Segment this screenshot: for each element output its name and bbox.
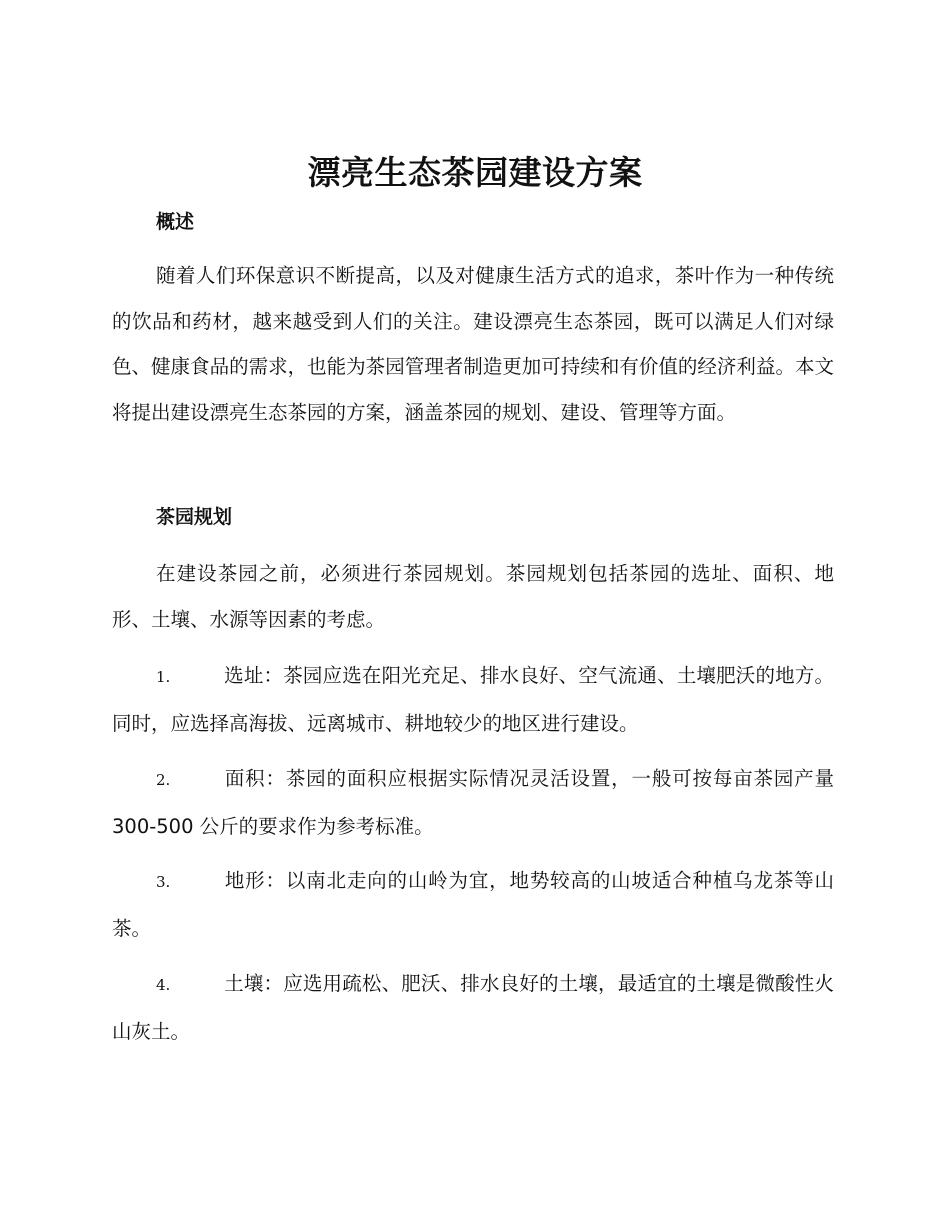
list-item-text: 面积：茶园的面积应根据实际情况灵活设置，一般可按每亩茶园产量 300-500 公斤的要求作为参考标准。: [112, 767, 834, 838]
section-heading-overview: 概述: [156, 211, 195, 233]
list-item: [112, 756, 834, 849]
section-heading-planning: 茶园规划: [156, 506, 233, 528]
list-item-number: 2.: [156, 771, 171, 789]
list-item-number: 1.: [156, 668, 171, 686]
list-item-text: 地形：以南北走向的山岭为宜，地势较高的山坡适合种植乌龙茶等山茶。: [112, 869, 834, 940]
document-title: 漂亮生态茶园建设方案: [307, 153, 643, 192]
overview-paragraph: 随着人们环保意识不断提高，以及对健康生活方式的追求，茶叶作为一种传统的饮品和药材，越来越受到人们的关注。建设漂亮生态茶园，既可以满足人们对绿色、健康食品的需求，也能为茶园管理者制造更加可持续和有价值的经济利益。本文将提出建设漂亮生态茶园的方案，涵盖茶园的规划、建设、管理等方面。: [112, 264, 834, 424]
list-item: [112, 961, 834, 1054]
list-item: [112, 858, 834, 951]
list-item-number: 4.: [156, 976, 171, 994]
list-item-number: 3.: [156, 873, 171, 891]
list-item: [112, 653, 834, 746]
list-item-text: 选址：茶园应选在阳光充足、排水良好、空气流通、土壤肥沃的地方。同时，应选择高海拔、远离城市、耕地较少的地区进行建设。: [112, 664, 834, 735]
planning-paragraph: 在建设茶园之前，必须进行茶园规划。茶园规划包括茶园的选址、面积、地形、土壤、水源等因素的考虑。: [112, 562, 834, 631]
list-item-text: 土壤：应选用疏松、肥沃、排水良好的土壤，最适宜的土壤是微酸性火山灰土。: [112, 972, 834, 1043]
